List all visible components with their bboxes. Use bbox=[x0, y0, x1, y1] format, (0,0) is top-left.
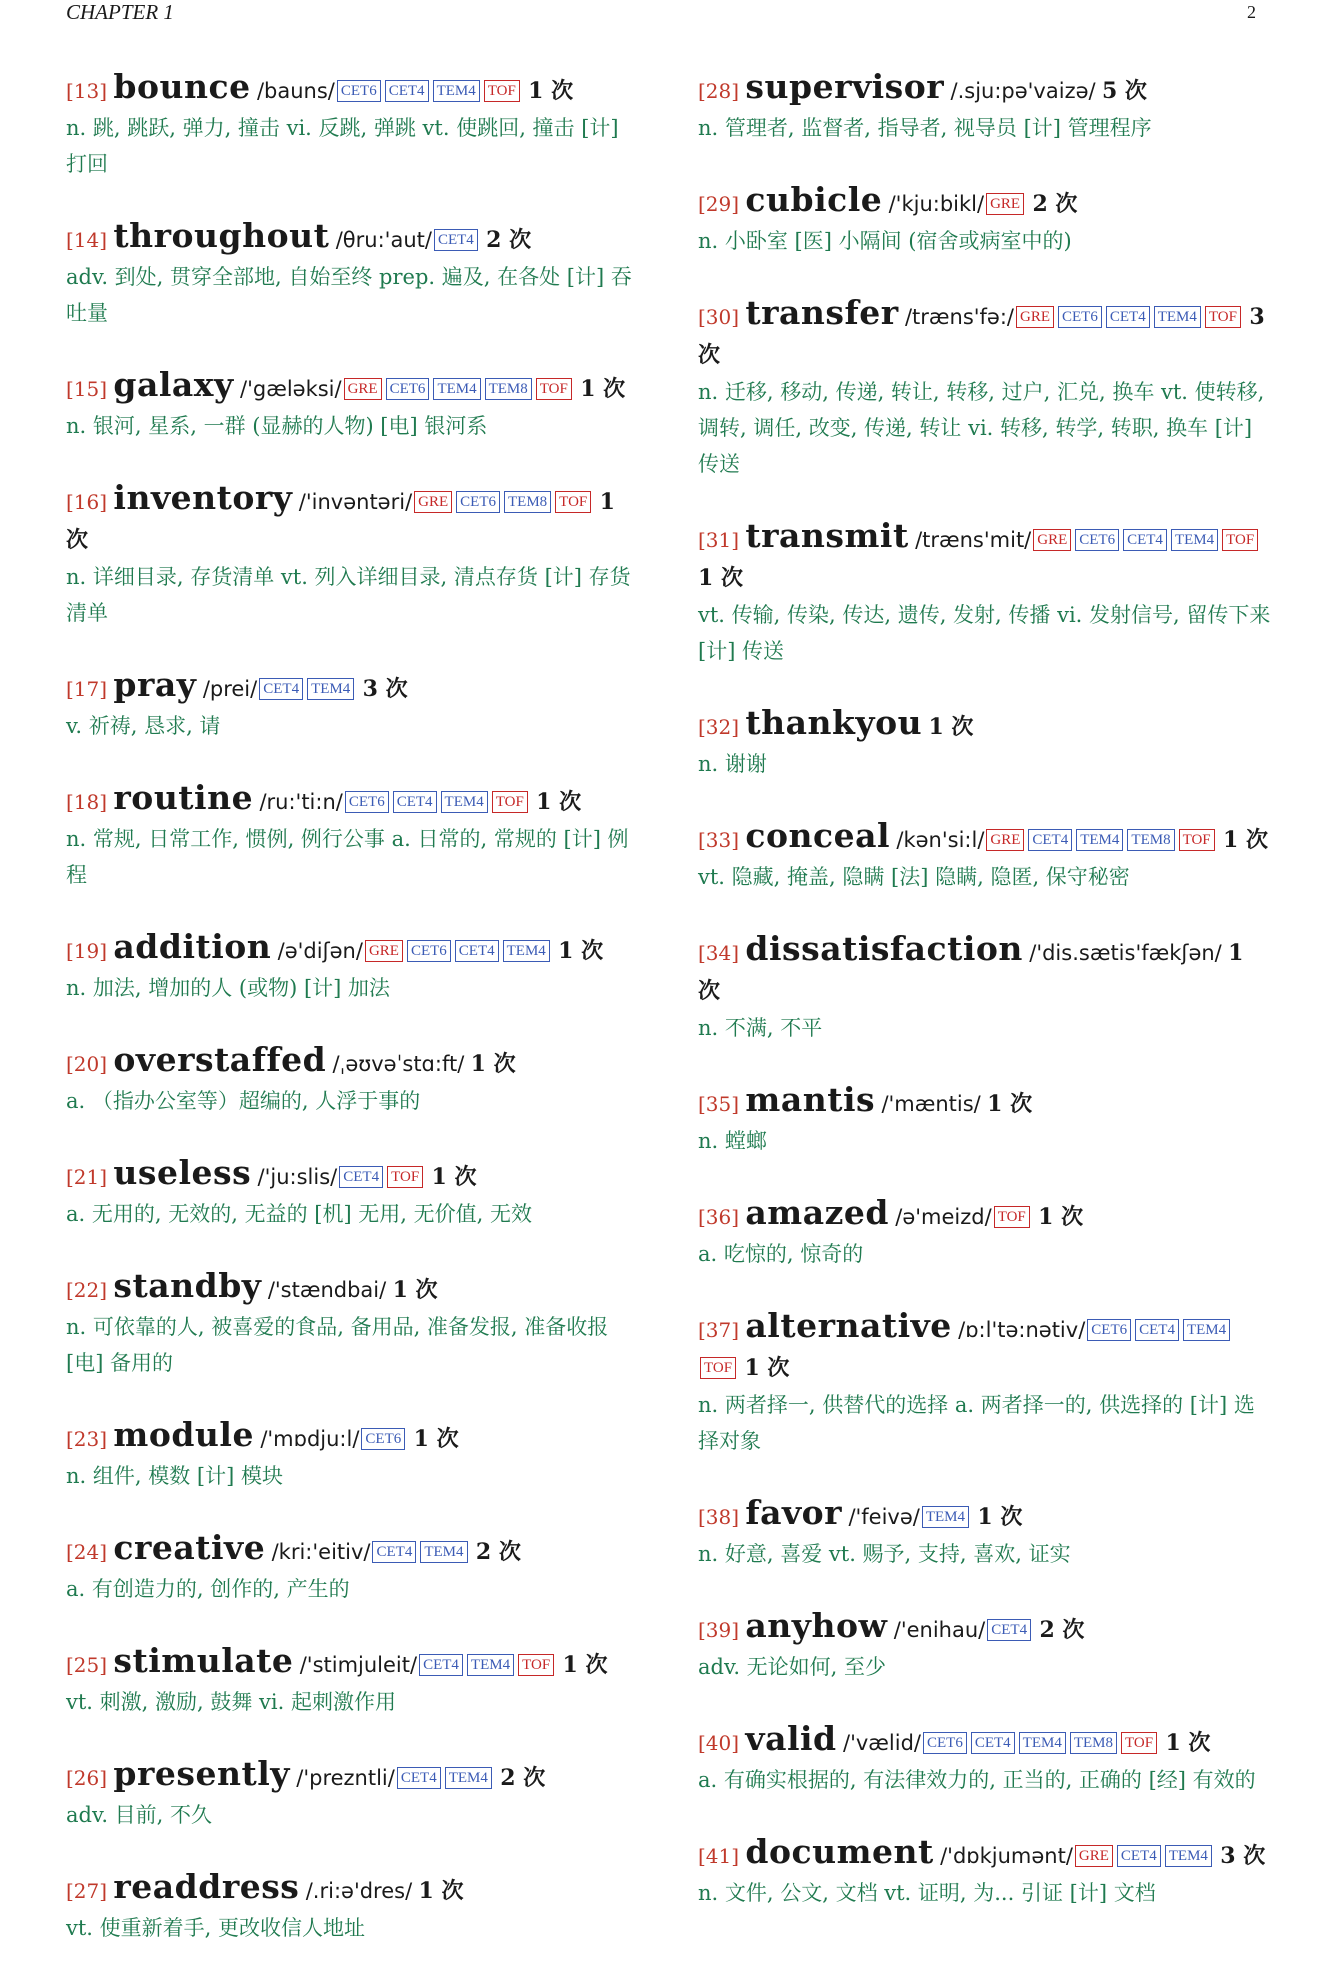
occurrence-count: 2 次 bbox=[1039, 1617, 1085, 1643]
page-number: 2 bbox=[1247, 2, 1256, 22]
pronunciation: /ɒ:l'tə:nətiv/ bbox=[958, 1318, 1086, 1342]
exam-tag-tof: TOF bbox=[492, 791, 528, 813]
exam-tag-tem4: TEM4 bbox=[922, 1506, 969, 1528]
entry-headline bbox=[66, 366, 640, 408]
exam-tag-cet4: CET4 bbox=[385, 80, 429, 102]
definition: vt. 使重新着手, 更改收信人地址 bbox=[66, 1916, 366, 1940]
definition: n. 管理者, 监督者, 指导者, 视导员 [计] 管理程序 bbox=[698, 116, 1152, 140]
pronunciation: /θru:'aut/ bbox=[335, 228, 432, 252]
exam-tag-cet4: CET4 bbox=[339, 1166, 383, 1188]
entry-headline bbox=[698, 1494, 1272, 1536]
entry-number: [32] bbox=[698, 715, 740, 739]
definition: n. 常规, 日常工作, 惯例, 例行公事 a. 日常的, 常规的 [计] 例程 bbox=[66, 827, 629, 887]
headword: bounce bbox=[113, 67, 251, 106]
occurrence-count: 2 次 bbox=[500, 1765, 546, 1791]
pronunciation: /.sju:pə'vaizə/ bbox=[950, 79, 1096, 103]
entry-headline bbox=[66, 1041, 640, 1083]
entry-headline bbox=[698, 1307, 1272, 1387]
occurrence-count: 1 次 bbox=[580, 376, 626, 402]
entry-headline bbox=[66, 666, 640, 708]
vocab-entry bbox=[66, 1267, 640, 1381]
exam-tag-cet4: CET4 bbox=[434, 229, 478, 251]
occurrence-count: 1 次 bbox=[418, 1878, 464, 1904]
vocab-entry bbox=[66, 68, 640, 182]
definition: vt. 传输, 传染, 传达, 遗传, 发射, 传播 vi. 发射信号, 留传下来 [计] 传送 bbox=[698, 603, 1271, 663]
entry-number: [36] bbox=[698, 1205, 740, 1229]
pronunciation: /'ju:slis/ bbox=[257, 1165, 338, 1189]
chapter-title: CHAPTER 1 bbox=[66, 0, 174, 24]
entry-headline bbox=[698, 181, 1272, 223]
entry-number: [25] bbox=[66, 1653, 108, 1677]
entry-headline bbox=[66, 1755, 640, 1797]
headword: cubicle bbox=[745, 180, 883, 219]
exam-tag-cet4: CET4 bbox=[1117, 1845, 1161, 1867]
vocab-entry bbox=[66, 1041, 640, 1119]
pronunciation: /'mæntis/ bbox=[881, 1092, 981, 1116]
entry-number: [22] bbox=[66, 1278, 108, 1302]
exam-tag-cet6: CET6 bbox=[1058, 306, 1102, 328]
exam-tag-cet4: CET4 bbox=[1106, 306, 1150, 328]
vocab-entry bbox=[698, 704, 1272, 782]
definition: n. 文件, 公文, 文档 vt. 证明, 为... 引证 [计] 文档 bbox=[698, 1881, 1156, 1905]
entry-number: [23] bbox=[66, 1427, 108, 1451]
exam-tag-tem4: TEM4 bbox=[1019, 1732, 1066, 1754]
headword: transmit bbox=[745, 516, 909, 555]
exam-tag-tem8: TEM8 bbox=[1127, 829, 1174, 851]
headword: galaxy bbox=[113, 365, 234, 404]
pronunciation: /kən'si:l/ bbox=[896, 828, 985, 852]
entry-number: [29] bbox=[698, 192, 740, 216]
exam-tag-tem4: TEM4 bbox=[433, 378, 480, 400]
running-header bbox=[66, 0, 1256, 28]
pronunciation: /ə'diʃən/ bbox=[277, 939, 363, 963]
exam-tag-tem4: TEM4 bbox=[307, 678, 354, 700]
definition: vt. 隐藏, 掩盖, 隐瞒 [法] 隐瞒, 隐匿, 保守秘密 bbox=[698, 865, 1130, 889]
exam-tag-tof: TOF bbox=[484, 80, 520, 102]
exam-tag-tem4: TEM4 bbox=[420, 1541, 467, 1563]
headword: favor bbox=[745, 1493, 843, 1532]
exam-tag-cet6: CET6 bbox=[386, 378, 430, 400]
definition: v. 祈祷, 恳求, 请 bbox=[66, 714, 221, 738]
exam-tag-cet4: CET4 bbox=[397, 1767, 441, 1789]
entry-headline bbox=[698, 1194, 1272, 1236]
exam-tag-cet4: CET4 bbox=[393, 791, 437, 813]
entry-headline bbox=[66, 928, 640, 970]
exam-tag-gre: GRE bbox=[1075, 1845, 1113, 1867]
exam-tag-tem4: TEM4 bbox=[433, 80, 480, 102]
entry-headline bbox=[66, 479, 640, 559]
entry-headline bbox=[66, 779, 640, 821]
entry-headline bbox=[66, 1529, 640, 1571]
pronunciation: /'kju:bikl/ bbox=[888, 192, 985, 216]
entry-number: [26] bbox=[66, 1766, 108, 1790]
headword: transfer bbox=[745, 293, 899, 332]
vocab-entry bbox=[66, 1529, 640, 1607]
entry-headline bbox=[698, 1607, 1272, 1649]
entry-number: [16] bbox=[66, 490, 108, 514]
occurrence-count: 1 次 bbox=[698, 565, 743, 591]
definition: n. 谢谢 bbox=[698, 752, 767, 776]
exam-tag-gre: GRE bbox=[986, 193, 1024, 215]
headword: supervisor bbox=[745, 67, 945, 106]
entry-headline bbox=[698, 517, 1272, 597]
headword: module bbox=[113, 1415, 254, 1454]
pronunciation: /'dɒkjumənt/ bbox=[940, 1844, 1073, 1868]
entry-number: [21] bbox=[66, 1165, 108, 1189]
occurrence-count: 1 次 bbox=[698, 940, 1244, 1004]
occurrence-count: 1 次 bbox=[1038, 1204, 1084, 1230]
entry-headline bbox=[66, 68, 640, 110]
vocab-entry bbox=[66, 1416, 640, 1494]
vocab-entry bbox=[66, 1642, 640, 1720]
definition: a. 有确实根据的, 有法律效力的, 正当的, 正确的 [经] 有效的 bbox=[698, 1768, 1256, 1792]
entry-number: [14] bbox=[66, 228, 108, 252]
definition: a. 无用的, 无效的, 无益的 [机] 无用, 无价值, 无效 bbox=[66, 1202, 533, 1226]
exam-tag-tof: TOF bbox=[555, 491, 591, 513]
vocab-entry bbox=[66, 779, 640, 893]
headword: addition bbox=[113, 927, 272, 966]
left-column bbox=[66, 68, 640, 1981]
pronunciation: /'stimjuleit/ bbox=[299, 1653, 418, 1677]
headword: throughout bbox=[113, 216, 330, 255]
definition: n. 螳螂 bbox=[698, 1129, 767, 1153]
headword: anyhow bbox=[745, 1606, 888, 1645]
occurrence-count: 1 次 bbox=[928, 714, 974, 740]
pronunciation: /'mɒdju:l/ bbox=[260, 1427, 360, 1451]
exam-tag-cet4: CET4 bbox=[1123, 529, 1167, 551]
headword: overstaffed bbox=[113, 1040, 327, 1079]
entry-number: [13] bbox=[66, 79, 108, 103]
pronunciation: /træns'fə:/ bbox=[904, 305, 1015, 329]
exam-tag-cet6: CET6 bbox=[361, 1428, 405, 1450]
headword: dissatisfaction bbox=[745, 929, 1023, 968]
entry-number: [33] bbox=[698, 828, 740, 852]
entry-headline bbox=[698, 1720, 1272, 1762]
definition: n. 好意, 喜爱 vt. 赐予, 支持, 喜欢, 证实 bbox=[698, 1542, 1071, 1566]
exam-tag-tof: TOF bbox=[1222, 529, 1258, 551]
entry-headline bbox=[698, 294, 1272, 374]
entry-number: [30] bbox=[698, 305, 740, 329]
entry-number: [41] bbox=[698, 1844, 740, 1868]
pronunciation: /kri:'eitiv/ bbox=[271, 1540, 371, 1564]
pronunciation: /ru:'ti:n/ bbox=[259, 790, 343, 814]
exam-tag-gre: GRE bbox=[1016, 306, 1054, 328]
vocab-entry bbox=[698, 1307, 1272, 1459]
exam-tag-tem4: TEM4 bbox=[1183, 1319, 1230, 1341]
vocab-entry bbox=[698, 294, 1272, 482]
vocab-entry bbox=[698, 930, 1272, 1046]
headword: readdress bbox=[113, 1867, 300, 1906]
entry-number: [37] bbox=[698, 1318, 740, 1342]
definition: n. 加法, 增加的人 (或物) [计] 加法 bbox=[66, 976, 391, 1000]
definition: adv. 无论如何, 至少 bbox=[698, 1655, 887, 1679]
pronunciation: /bauns/ bbox=[256, 79, 335, 103]
vocab-entry bbox=[698, 1720, 1272, 1798]
entry-headline bbox=[698, 1833, 1272, 1875]
headword: conceal bbox=[745, 816, 891, 855]
exam-tag-gre: GRE bbox=[344, 378, 382, 400]
entry-number: [31] bbox=[698, 528, 740, 552]
entry-headline bbox=[66, 1642, 640, 1684]
entry-number: [18] bbox=[66, 790, 108, 814]
definition: vt. 刺激, 激励, 鼓舞 vi. 起刺激作用 bbox=[66, 1690, 396, 1714]
exam-tag-cet6: CET6 bbox=[456, 491, 500, 513]
occurrence-count: 5 次 bbox=[1101, 78, 1147, 104]
entry-headline bbox=[66, 217, 640, 259]
headword: presently bbox=[113, 1754, 290, 1793]
exam-tag-tem4: TEM4 bbox=[1171, 529, 1218, 551]
exam-tag-tem4: TEM4 bbox=[1165, 1845, 1212, 1867]
definition: n. 详细目录, 存货清单 vt. 列入详细目录, 清点存货 [计] 存货清单 bbox=[66, 565, 631, 625]
occurrence-count: 1 次 bbox=[392, 1277, 438, 1303]
entry-number: [17] bbox=[66, 677, 108, 701]
vocab-entry bbox=[66, 928, 640, 1006]
entry-number: [24] bbox=[66, 1540, 108, 1564]
headword: creative bbox=[113, 1528, 266, 1567]
entry-headline bbox=[698, 930, 1272, 1010]
exam-tag-cet4: CET4 bbox=[971, 1732, 1015, 1754]
exam-tag-tem4: TEM4 bbox=[445, 1767, 492, 1789]
vocab-entry bbox=[66, 366, 640, 444]
occurrence-count: 1 次 bbox=[1165, 1730, 1211, 1756]
occurrence-count: 1 次 bbox=[470, 1051, 516, 1077]
entry-headline bbox=[698, 817, 1272, 859]
headword: amazed bbox=[745, 1193, 889, 1232]
vocab-entry bbox=[66, 1755, 640, 1833]
exam-tag-cet6: CET6 bbox=[1087, 1319, 1131, 1341]
pronunciation: /ə'meizd/ bbox=[895, 1205, 992, 1229]
headword: useless bbox=[113, 1153, 252, 1192]
exam-tag-cet4: CET4 bbox=[1028, 829, 1072, 851]
occurrence-count: 2 次 bbox=[1032, 191, 1078, 217]
exam-tag-gre: GRE bbox=[365, 940, 403, 962]
exam-tag-cet4: CET4 bbox=[259, 678, 303, 700]
entry-headline bbox=[698, 68, 1272, 110]
headword: inventory bbox=[113, 478, 293, 517]
definition: n. 组件, 模数 [计] 模块 bbox=[66, 1464, 283, 1488]
exam-tag-tem4: TEM4 bbox=[503, 940, 550, 962]
pronunciation: /'gæləksi/ bbox=[240, 377, 342, 401]
entry-number: [40] bbox=[698, 1731, 740, 1755]
exam-tag-tem4: TEM4 bbox=[441, 791, 488, 813]
pronunciation: /.ri:ə'dres/ bbox=[305, 1879, 413, 1903]
occurrence-count: 1 次 bbox=[977, 1504, 1023, 1530]
exam-tag-tem4: TEM4 bbox=[1154, 306, 1201, 328]
entry-number: [20] bbox=[66, 1052, 108, 1076]
exam-tag-cet6: CET6 bbox=[407, 940, 451, 962]
entry-number: [35] bbox=[698, 1092, 740, 1116]
headword: routine bbox=[113, 778, 254, 817]
vocab-entry bbox=[698, 1607, 1272, 1685]
pronunciation: /'prezntli/ bbox=[296, 1766, 395, 1790]
vocab-entry bbox=[698, 817, 1272, 895]
vocab-entry bbox=[66, 666, 640, 744]
exam-tag-cet6: CET6 bbox=[923, 1732, 967, 1754]
exam-tag-tem4: TEM4 bbox=[467, 1654, 514, 1676]
entry-headline bbox=[66, 1154, 640, 1196]
entry-number: [34] bbox=[698, 941, 740, 965]
vocab-entry bbox=[66, 217, 640, 331]
entry-headline bbox=[698, 704, 1272, 746]
headword: alternative bbox=[745, 1306, 952, 1345]
pronunciation: /'invəntəri/ bbox=[298, 490, 413, 514]
definition: n. 不满, 不平 bbox=[698, 1016, 823, 1040]
exam-tag-gre: GRE bbox=[414, 491, 452, 513]
vocab-entry bbox=[66, 1868, 640, 1946]
occurrence-count: 1 次 bbox=[536, 789, 582, 815]
occurrence-count: 1 次 bbox=[413, 1426, 459, 1452]
vocab-entry bbox=[698, 181, 1272, 259]
headword: standby bbox=[113, 1266, 262, 1305]
exam-tag-tof: TOF bbox=[994, 1206, 1030, 1228]
headword: mantis bbox=[745, 1080, 876, 1119]
occurrence-count: 1 次 bbox=[562, 1652, 608, 1678]
vocab-entry bbox=[66, 479, 640, 631]
definition: n. 跳, 跳跃, 弹力, 撞击 vi. 反跳, 弹跳 vt. 使跳回, 撞击 [计] 打回 bbox=[66, 116, 619, 176]
headword: thankyou bbox=[745, 703, 923, 742]
occurrence-count: 1 次 bbox=[66, 489, 615, 553]
vocab-entry bbox=[698, 68, 1272, 146]
definition: n. 小卧室 [医] 小隔间 (宿舍或病室中的) bbox=[698, 229, 1072, 253]
entry-number: [38] bbox=[698, 1505, 740, 1529]
exam-tag-tof: TOF bbox=[1121, 1732, 1157, 1754]
definition: n. 银河, 星系, 一群 (显赫的人物) [电] 银河系 bbox=[66, 414, 488, 438]
right-column bbox=[698, 68, 1272, 1946]
vocab-entry bbox=[66, 1154, 640, 1232]
occurrence-count: 3 次 bbox=[1220, 1843, 1266, 1869]
headword: document bbox=[745, 1832, 934, 1871]
pronunciation: /'stændbai/ bbox=[267, 1278, 387, 1302]
exam-tag-tem8: TEM8 bbox=[504, 491, 551, 513]
exam-tag-gre: GRE bbox=[1033, 529, 1071, 551]
entry-number: [27] bbox=[66, 1879, 108, 1903]
exam-tag-cet4: CET4 bbox=[455, 940, 499, 962]
headword: valid bbox=[745, 1719, 837, 1758]
occurrence-count: 2 次 bbox=[486, 227, 532, 253]
definition: adv. 目前, 不久 bbox=[66, 1803, 213, 1827]
vocab-entry bbox=[698, 1494, 1272, 1572]
pronunciation: /ˌəʊvəˈstɑ:ft/ bbox=[332, 1052, 465, 1076]
exam-tag-gre: GRE bbox=[986, 829, 1024, 851]
vocab-entry bbox=[698, 1081, 1272, 1159]
entry-number: [39] bbox=[698, 1618, 740, 1642]
exam-tag-tof: TOF bbox=[700, 1357, 736, 1379]
pronunciation: /'feivə/ bbox=[848, 1505, 920, 1529]
exam-tag-tof: TOF bbox=[1179, 829, 1215, 851]
exam-tag-tof: TOF bbox=[536, 378, 572, 400]
definition: a. 有创造力的, 创作的, 产生的 bbox=[66, 1577, 350, 1601]
entry-headline bbox=[66, 1267, 640, 1309]
exam-tag-cet4: CET4 bbox=[372, 1541, 416, 1563]
entry-headline bbox=[66, 1416, 640, 1458]
entry-number: [15] bbox=[66, 377, 108, 401]
vocab-entry bbox=[698, 517, 1272, 669]
pronunciation: /'dis.sætis'fækʃən/ bbox=[1029, 941, 1222, 965]
exam-tag-tof: TOF bbox=[1205, 306, 1241, 328]
exam-tag-tem8: TEM8 bbox=[1070, 1732, 1117, 1754]
exam-tag-cet6: CET6 bbox=[337, 80, 381, 102]
exam-tag-cet4: CET4 bbox=[419, 1654, 463, 1676]
pronunciation: /prei/ bbox=[202, 677, 258, 701]
pronunciation: /træns'mit/ bbox=[915, 528, 1032, 552]
occurrence-count: 3 次 bbox=[362, 676, 408, 702]
entry-headline bbox=[66, 1868, 640, 1910]
entry-number: [19] bbox=[66, 939, 108, 963]
definition: n. 迁移, 移动, 传递, 转让, 转移, 过户, 汇兑, 换车 vt. 使转移, 调转, 调任, 改变, 传递, 转让 vi. 转移, 转学, 转职, 换车 [计] 传送 bbox=[698, 380, 1265, 476]
occurrence-count: 1 次 bbox=[987, 1091, 1033, 1117]
exam-tag-cet4: CET4 bbox=[987, 1619, 1031, 1641]
definition: n. 两者择一, 供替代的选择 a. 两者择一的, 供选择的 [计] 选择对象 bbox=[698, 1393, 1255, 1453]
definition: a. 吃惊的, 惊奇的 bbox=[698, 1242, 864, 1266]
definition: n. 可依靠的人, 被喜爱的食品, 备用品, 准备发报, 准备收报 [电] 备用的 bbox=[66, 1315, 609, 1375]
definition: a. （指办公室等）超编的, 人浮于事的 bbox=[66, 1089, 421, 1113]
occurrence-count: 1 次 bbox=[431, 1164, 477, 1190]
exam-tag-tem8: TEM8 bbox=[485, 378, 532, 400]
exam-tag-cet6: CET6 bbox=[1075, 529, 1119, 551]
occurrence-count: 1 次 bbox=[528, 78, 574, 104]
occurrence-count: 1 次 bbox=[558, 938, 604, 964]
headword: stimulate bbox=[113, 1641, 294, 1680]
pronunciation: /'vælid/ bbox=[843, 1731, 921, 1755]
entry-number: [28] bbox=[698, 79, 740, 103]
occurrence-count: 1 次 bbox=[1223, 827, 1268, 853]
occurrence-count: 1 次 bbox=[744, 1355, 790, 1381]
exam-tag-tof: TOF bbox=[387, 1166, 423, 1188]
occurrence-count: 2 次 bbox=[475, 1539, 521, 1565]
pronunciation: /'enihau/ bbox=[893, 1618, 986, 1642]
occurrence-count: 3 次 bbox=[698, 304, 1265, 368]
exam-tag-tof: TOF bbox=[518, 1654, 554, 1676]
exam-tag-cet4: CET4 bbox=[1135, 1319, 1179, 1341]
vocab-entry bbox=[698, 1194, 1272, 1272]
headword: pray bbox=[113, 665, 197, 704]
exam-tag-tem4: TEM4 bbox=[1076, 829, 1123, 851]
exam-tag-cet6: CET6 bbox=[345, 791, 389, 813]
entry-headline bbox=[698, 1081, 1272, 1123]
definition: adv. 到处, 贯穿全部地, 自始至终 prep. 遍及, 在各处 [计] 吞吐量 bbox=[66, 265, 632, 325]
vocab-entry bbox=[698, 1833, 1272, 1911]
